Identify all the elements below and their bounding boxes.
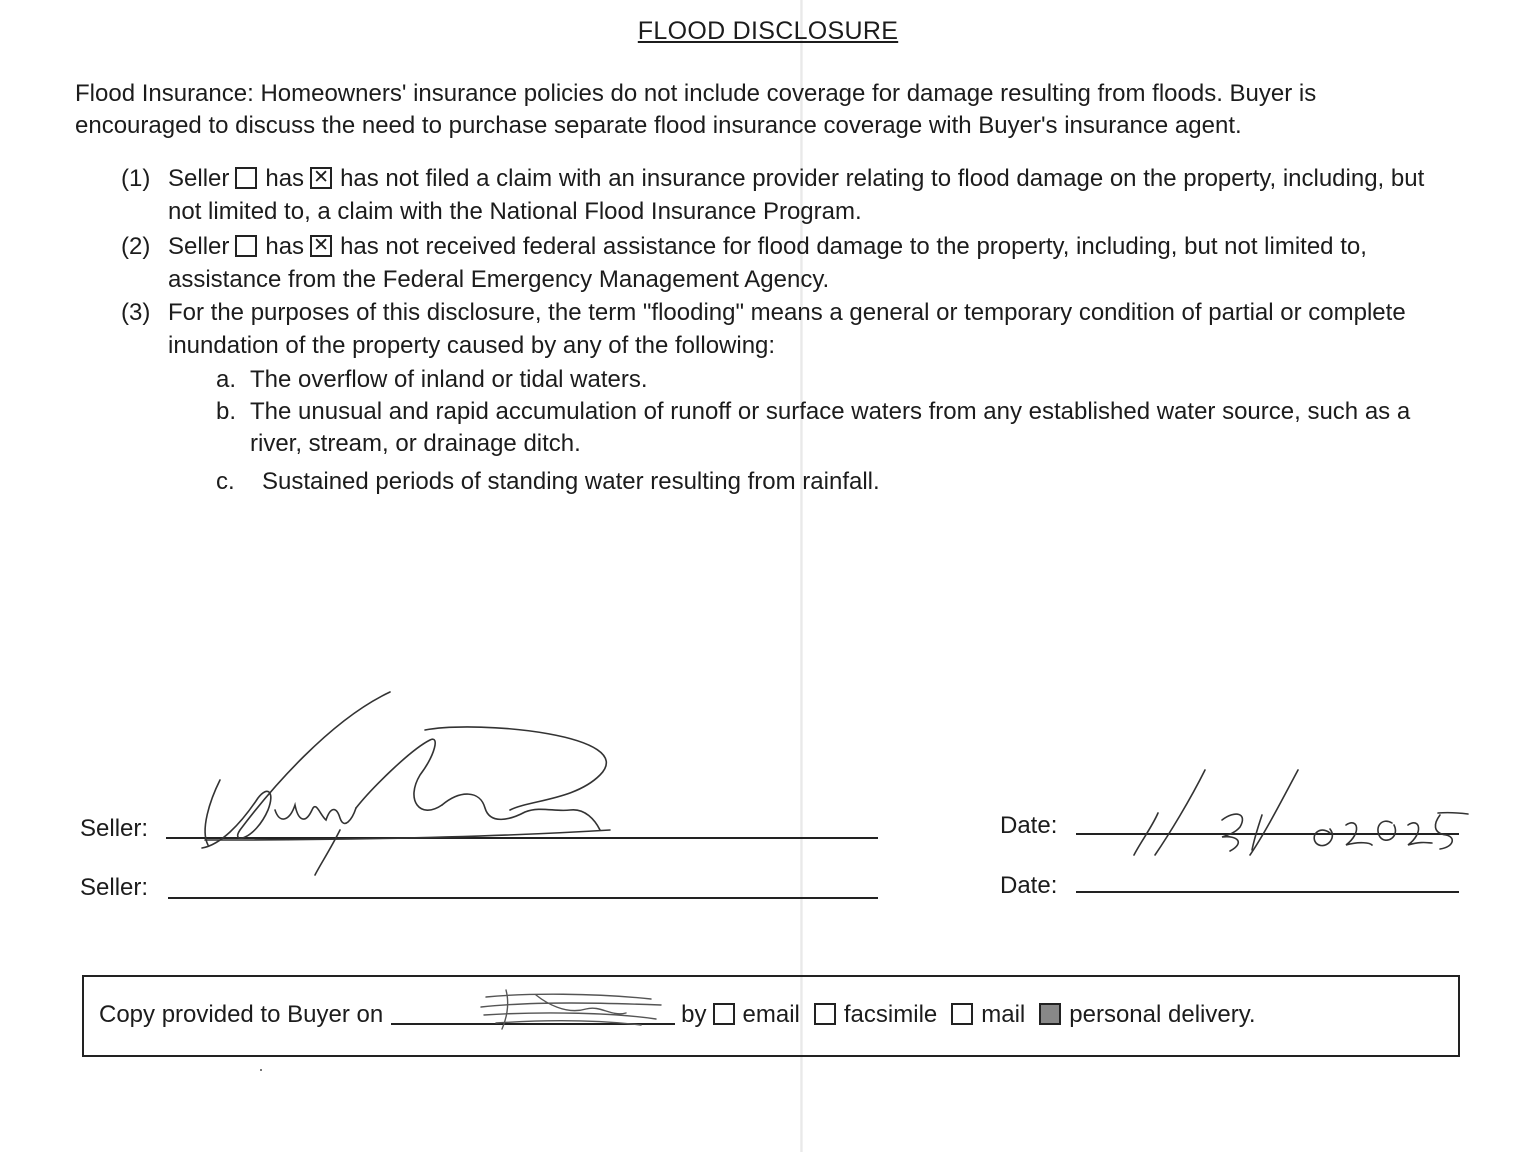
scribbled-out-icon: [476, 985, 666, 1035]
seller-signature-icon: [180, 680, 640, 880]
item-number: (3): [121, 299, 151, 326]
item-number: (1): [121, 165, 151, 192]
personal-delivery-checkbox[interactable]: [1039, 1003, 1061, 1025]
item-text: has not received federal assistance for flood damage to the property, including, but not limited to, assistance from the Federal Emergency Management Agency.: [168, 233, 1367, 293]
subitem-a: [216, 364, 1436, 396]
subitem-letter: c.: [216, 468, 235, 495]
has-checkbox[interactable]: [235, 167, 257, 189]
seller-label: Seller: [168, 165, 230, 192]
subitem-letter: b.: [216, 398, 237, 425]
subitem-text: The overflow of inland or tidal waters.: [250, 366, 648, 393]
by-label: by: [681, 1001, 707, 1028]
copy-date-line[interactable]: [391, 1003, 675, 1025]
seller-label: Seller: [168, 233, 230, 260]
seller-2-label: Seller:: [80, 874, 149, 901]
intro-paragraph: Flood Insurance: Homeowners' insurance policies do not include coverage for damage resulting from floods. Buyer is encouraged to discuss the need to purchase separate flood insurance coverage with Buyer's insurance agent.: [75, 80, 1317, 139]
email-checkbox[interactable]: [713, 1003, 735, 1025]
copy-provided-row: [99, 1001, 1256, 1029]
date-2-line[interactable]: [1076, 891, 1459, 893]
page-title: FLOOD DISCLOSURE: [637, 17, 899, 45]
mail-checkbox[interactable]: [951, 1003, 973, 1025]
scan-speck: [260, 1069, 262, 1071]
item-text: For the purposes of this disclosure, the term "flooding" means a general or temporary condition of partial or complete inundation of the property caused by any of the following:: [168, 299, 1406, 359]
copy-provided-label: Copy provided to Buyer on: [99, 1001, 384, 1028]
handwritten-date-icon: [1110, 755, 1480, 865]
subitem-b: [216, 396, 1436, 460]
date-1-label: Date:: [1000, 812, 1058, 839]
disclosure-item-1: [121, 162, 1441, 228]
has-label: has: [265, 165, 305, 192]
item-text: has not filed a claim with an insurance provider relating to flood damage on the property, including, but not limited to, a claim with the National Flood Insurance Program.: [168, 165, 1425, 225]
subitem-text: Sustained periods of standing water resulting from rainfall.: [262, 468, 880, 495]
disclosure-item-2: [121, 230, 1441, 296]
email-label: email: [742, 1001, 800, 1028]
date-2-label: Date:: [1000, 872, 1058, 899]
has-label: has: [265, 233, 305, 260]
seller-1-label: Seller:: [80, 815, 149, 842]
has-not-checkbox[interactable]: [310, 167, 332, 189]
facsimile-checkbox[interactable]: [814, 1003, 836, 1025]
seller-2-line[interactable]: [168, 897, 878, 899]
has-checkbox[interactable]: [235, 235, 257, 257]
disclosure-item-3: [121, 296, 1441, 362]
personal-delivery-label: personal delivery.: [1069, 1001, 1256, 1028]
mail-label: mail: [981, 1001, 1026, 1028]
has-not-checkbox[interactable]: [310, 235, 332, 257]
facsimile-label: facsimile: [843, 1001, 938, 1028]
subitem-c: [216, 466, 1436, 498]
subitem-letter: a.: [216, 366, 237, 393]
subitem-text: The unusual and rapid accumulation of runoff or surface waters from any established water source, such as a river, stream, or drainage ditch.: [250, 398, 1411, 457]
item-number: (2): [121, 233, 151, 260]
copy-provided-box: [82, 975, 1460, 1057]
